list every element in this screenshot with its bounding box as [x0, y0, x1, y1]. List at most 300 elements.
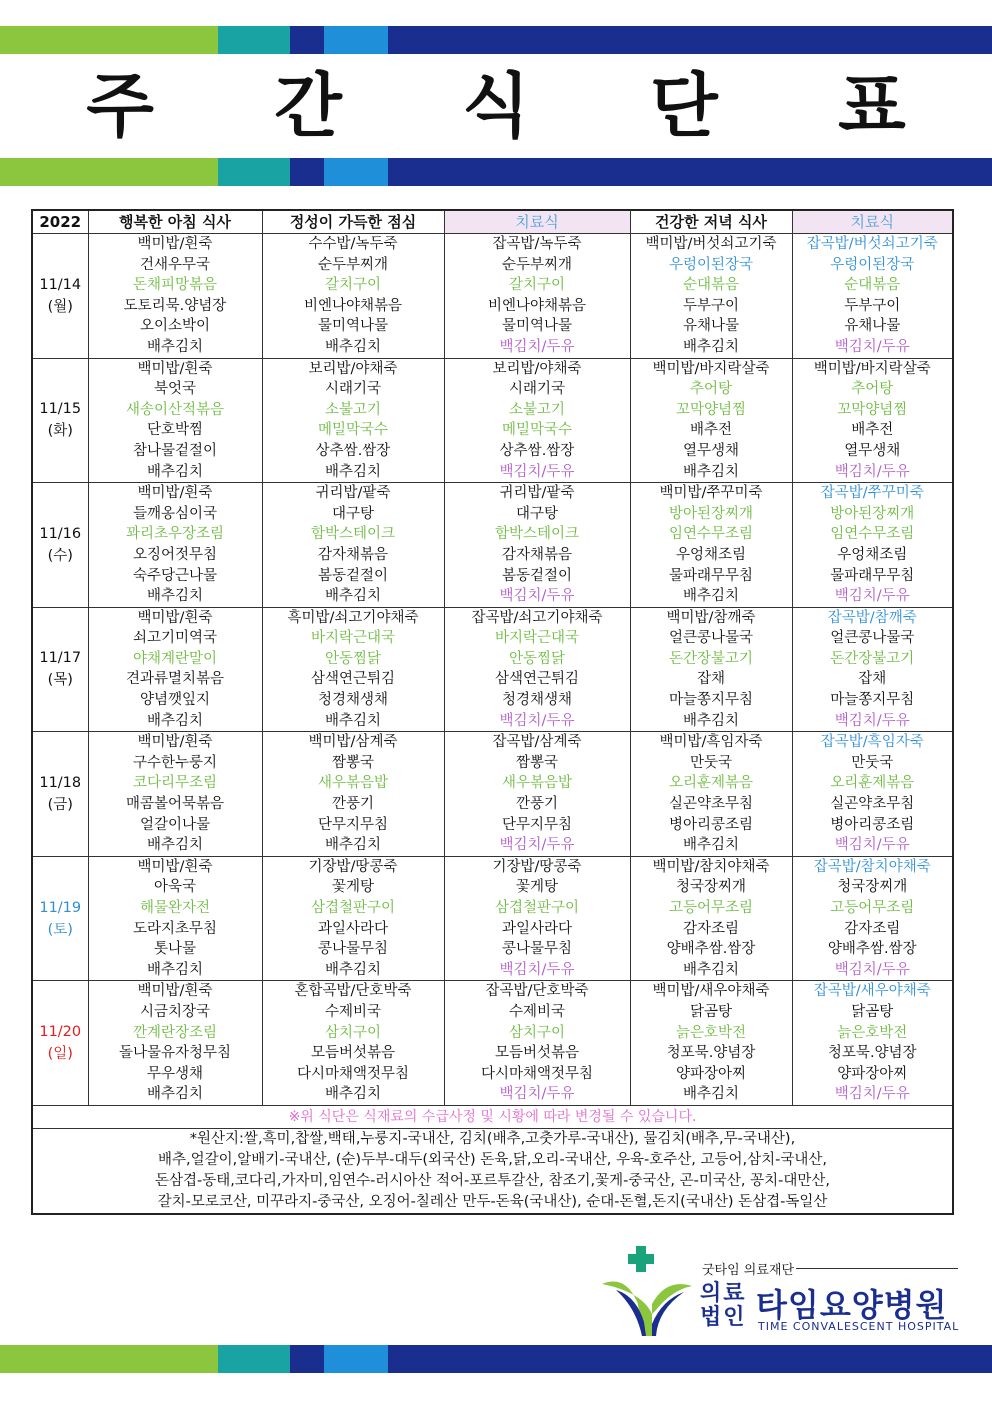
page-title: 주 간 식 단 표: [86, 65, 954, 147]
date-cell: [32, 607, 88, 732]
meal-cell: [792, 732, 953, 857]
menu-item: 꼬막양념찜: [837, 401, 908, 418]
menu-item: 다시마채액젓무침: [296, 1065, 410, 1082]
menu-item: 배추김치: [324, 1086, 382, 1103]
menu-item: 아욱국: [153, 879, 197, 896]
menu-item: 혼합곡밥/단호박죽: [294, 983, 412, 1000]
menu-item: 고등어무조림: [830, 900, 915, 916]
day-row: [32, 732, 953, 857]
day-row: [32, 856, 953, 981]
menu-item: 감자조림: [682, 920, 740, 937]
menu-item: 배추김치: [324, 961, 382, 978]
menu-item: 잡곡밥/단호박죽: [485, 983, 589, 1000]
menu-item: 잡곡밥/삼계죽: [492, 734, 582, 751]
hospital-logo: [596, 1244, 966, 1339]
meal-cell: [262, 732, 444, 857]
menu-item: 단무지무침: [501, 816, 573, 833]
header-row: [32, 210, 953, 234]
menu-item: 추어탕: [851, 381, 894, 398]
meal-cell: [444, 607, 630, 732]
menu-item: 꽃게탕: [515, 879, 559, 896]
meal-cell: [792, 607, 953, 732]
foundation-name: 굿타임 의료재단: [702, 1263, 795, 1278]
meal-cell: [88, 483, 262, 608]
menu-item: 잡곡밥/참깨죽: [827, 609, 917, 626]
menu-item: 무우생채: [146, 1065, 204, 1082]
menu-item: 배추김치: [146, 837, 204, 854]
menu-item: 갈치구이: [508, 277, 566, 294]
menu-item: 백김치/두유: [499, 1086, 575, 1103]
header-breakfast: 행복한 아침 식사: [88, 210, 262, 234]
menu-item: 순두부찌개: [501, 256, 573, 273]
bottom-color-band: [0, 1345, 992, 1373]
menu-item: 백김치/두유: [499, 837, 575, 854]
weekly-menu-table: [31, 209, 954, 1215]
menu-item: 순두부찌개: [317, 256, 389, 273]
date-cell: [32, 234, 88, 359]
menu-item: 청국장찌개: [675, 879, 747, 896]
day-row: [32, 483, 953, 608]
menu-item: 다시마채액젓무침: [480, 1065, 594, 1082]
menu-item: 새송이산적볶음: [125, 401, 225, 418]
date-label: 11/19: [39, 899, 82, 916]
menu-item: 모듬버섯볶음: [310, 1045, 396, 1062]
menu-item: 짬뽕국: [515, 754, 559, 771]
menu-item: 소불고기: [508, 401, 566, 418]
menu-item: 오리훈제볶음: [668, 775, 754, 792]
origin-info: [32, 1128, 953, 1214]
menu-item: 메밀막국수: [501, 422, 573, 439]
menu-item: 양념깻잎지: [139, 692, 211, 709]
notice-text: ※위 식단은 식재료의 수급사정 및 시황에 따라 변경될 수 있습니다.: [32, 1105, 953, 1128]
origin-line: 돈삼겹-동태,코다리,가자미,임연수-러시아산 적어-포르투갈산, 참조기,꽃게-중국산, 곤-미국산, 꽁치-대만산,: [155, 1172, 830, 1189]
meal-cell: [88, 234, 262, 359]
menu-item: 꼬막양념찜: [675, 401, 747, 418]
menu-item: 깐풍기: [331, 796, 375, 813]
menu-item: 배추김치: [146, 961, 204, 978]
header-dinner: 건강한 저녁 식사: [630, 210, 792, 234]
menu-item: 닭곰탕: [851, 1003, 894, 1020]
middle-color-band: [0, 158, 992, 186]
hospital-name: 타임요양병원: [756, 1286, 948, 1324]
meal-cell: [262, 234, 444, 359]
menu-item: 북엇국: [153, 381, 197, 398]
menu-item: 백미밥/흰죽: [137, 983, 213, 1000]
menu-item: 시래기국: [508, 381, 566, 398]
origin-line: *원산지:쌀,흑미,찹쌀,백태,누룽지-국내산, 김치(배추,고춧가루-국내산), 물김치(배추,무-국내산),: [189, 1130, 796, 1147]
menu-item: 실곤약초무침: [830, 796, 915, 813]
logo-divider: [796, 1268, 958, 1269]
menu-item: 임연수무조림: [668, 526, 754, 543]
menu-item: 코다리무조림: [132, 775, 218, 792]
menu-item: 수수밥/녹두죽: [308, 236, 398, 252]
menu-item: 백미밥/참치야채죽: [652, 858, 770, 875]
menu-item: 백김치/두유: [834, 837, 910, 854]
meal-cell: [88, 732, 262, 857]
menu-item: 도라지초무침: [132, 920, 218, 937]
header-lunch-therapeutic: 치료식: [444, 210, 630, 234]
menu-item: 새우볶음밥: [317, 775, 389, 792]
date-cell: [32, 358, 88, 483]
date-cell: [32, 981, 88, 1106]
menu-item: 얼갈이나물: [139, 816, 211, 833]
meal-cell: [792, 358, 953, 483]
menu-item: 백미밥/삼계죽: [308, 734, 398, 751]
menu-item: 잡곡밥/녹두죽: [492, 236, 582, 252]
meal-cell: [630, 856, 792, 981]
menu-item: 보리밥/야채죽: [492, 360, 582, 377]
menu-item: 양배추쌈.쌈장: [666, 941, 756, 958]
menu-item: 양파장아찌: [675, 1065, 747, 1082]
notice-row: [32, 1105, 953, 1128]
menu-item: 삼치구이: [508, 1024, 566, 1041]
menu-item: 두부구이: [844, 297, 901, 314]
menu-item: 청포묵.양념장: [666, 1045, 756, 1062]
menu-item: 방아된장찌개: [668, 505, 754, 522]
menu-item: 바지락근대국: [310, 630, 396, 647]
meal-cell: [792, 856, 953, 981]
menu-item: 만둣국: [851, 754, 894, 771]
menu-item: 얼큰콩나물국: [830, 630, 915, 647]
menu-item: 삼색연근튀김: [494, 671, 580, 688]
origin-line: 갈치-모로코산, 미꾸라지-중국산, 오징어-칠레산 만두-돈육(국내산), 순대-돈혈,돈지(국내산) 돈삼겹-독일산: [157, 1193, 828, 1210]
meal-cell: [630, 607, 792, 732]
menu-item: 백미밥/흰죽: [137, 734, 213, 751]
corp-label-line: 법인: [700, 1305, 747, 1330]
day-row: [32, 358, 953, 483]
menu-item: 배추김치: [146, 338, 204, 355]
menu-item: 물파래무무침: [830, 567, 915, 584]
meal-cell: [88, 856, 262, 981]
menu-item: 병아리콩조림: [830, 816, 915, 833]
meal-cell: [444, 981, 630, 1106]
meal-cell: [262, 607, 444, 732]
menu-item: 배추김치: [146, 712, 204, 729]
meal-cell: [630, 358, 792, 483]
weekday-label: (토): [47, 921, 73, 938]
menu-item: 백미밥/흰죽: [137, 485, 213, 502]
date-label: 11/14: [39, 276, 82, 293]
menu-item: 백미밥/바지락살죽: [652, 360, 770, 377]
menu-item: 순대볶음: [682, 277, 740, 294]
menu-item: 우렁이된장국: [668, 256, 754, 273]
menu-item: 잡곡밥/버섯쇠고기죽: [806, 236, 938, 252]
date-cell: [32, 732, 88, 857]
menu-item: 배추전: [851, 422, 894, 439]
menu-item: 청경채생채: [501, 692, 573, 709]
menu-item: 배추김치: [324, 463, 382, 480]
menu-item: 단호박찜: [146, 422, 204, 439]
menu-item: 구수한누룽지: [132, 754, 218, 771]
menu-item: 실곤약초무침: [668, 796, 754, 813]
menu-item: 오리훈제볶음: [830, 775, 915, 792]
menu-item: 비엔나야채볶음: [487, 297, 587, 314]
menu-item: 안동찜닭: [324, 650, 382, 667]
menu-item: 배추김치: [682, 338, 740, 355]
menu-item: 돈채피망볶음: [132, 277, 218, 294]
day-row: [32, 234, 953, 359]
top-color-band: [0, 26, 992, 54]
menu-item: 잡곡밥/흑임자죽: [820, 734, 924, 751]
menu-item: 과일사라다: [317, 920, 389, 937]
menu-item: 삼겹철판구이: [310, 900, 396, 916]
menu-item: 감자채볶음: [317, 546, 389, 563]
meal-cell: [630, 234, 792, 359]
menu-item: 백미밥/흰죽: [137, 858, 213, 875]
origin-row: [32, 1128, 953, 1214]
menu-item: 열무생채: [844, 442, 901, 459]
menu-item: 백김치/두유: [499, 338, 575, 355]
menu-item: 마늘쫑지무침: [830, 692, 915, 709]
menu-item: 함박스테이크: [494, 526, 580, 543]
menu-item: 백미밥/흰죽: [137, 609, 213, 626]
menu-item: 만둣국: [689, 754, 733, 771]
menu-item: 돌나물유자청무침: [118, 1045, 232, 1062]
header-dinner-therapeutic: 치료식: [792, 210, 953, 234]
day-row: [32, 607, 953, 732]
menu-item: 방아된장찌개: [830, 505, 915, 522]
menu-item: 잡곡밥/참치야채죽: [813, 858, 931, 875]
menu-item: 늙은호박전: [837, 1024, 908, 1041]
menu-item: 양파장아찌: [837, 1065, 908, 1082]
menu-item: 돈간장불고기: [830, 650, 915, 667]
weekday-label: (일): [47, 1046, 73, 1063]
menu-item: 꽃게탕: [331, 879, 375, 896]
menu-item: 잡곡밥/쭈꾸미죽: [820, 485, 924, 502]
date-label: 11/20: [39, 1024, 82, 1041]
menu-item: 배추김치: [682, 1086, 740, 1103]
menu-item: 배추김치: [324, 712, 382, 729]
meal-cell: [444, 483, 630, 608]
corp-label: [700, 1282, 754, 1330]
menu-item: 꽈리초우장조림: [125, 526, 225, 543]
menu-item: 물미역나물: [317, 318, 389, 335]
menu-item: 백김치/두유: [834, 588, 910, 605]
menu-item: 백미밥/새우야채죽: [652, 983, 770, 1000]
menu-item: 백미밥/흰죽: [137, 360, 213, 377]
menu-item: 열무생채: [682, 442, 740, 459]
menu-item: 배추김치: [324, 837, 382, 854]
menu-item: 배추김치: [146, 588, 204, 605]
menu-item: 흑미밥/쇠고기야채죽: [287, 609, 419, 626]
meal-cell: [262, 981, 444, 1106]
menu-item: 백미밥/흑임자죽: [659, 734, 763, 751]
menu-item: 잡곡밥/쇠고기야채죽: [471, 609, 603, 626]
weekday-label: (목): [47, 672, 73, 689]
menu-item: 배추김치: [682, 712, 740, 729]
header-year: 2022: [32, 210, 88, 234]
menu-item: 청경채생채: [317, 692, 389, 709]
menu-item: 기장밥/땅콩죽: [492, 858, 582, 875]
menu-item: 수제비국: [324, 1003, 382, 1020]
menu-item: 상추쌈.쌈장: [315, 442, 391, 459]
menu-item: 보리밥/야채죽: [308, 360, 398, 377]
menu-item: 백미밥/버섯쇠고기죽: [645, 236, 777, 252]
menu-item: 견과류멸치볶음: [125, 671, 225, 688]
menu-item: 유채나물: [844, 318, 901, 335]
menu-item: 임연수무조림: [830, 526, 915, 543]
weekday-label: (화): [47, 423, 73, 440]
menu-item: 삼색연근튀김: [310, 671, 396, 688]
menu-item: 잡채: [858, 671, 887, 688]
menu-item: 감자채볶음: [501, 546, 573, 563]
menu-item: 우엉채조림: [837, 546, 908, 563]
menu-item: 비엔나야채볶음: [303, 297, 403, 314]
menu-item: 병아리콩조림: [668, 816, 754, 833]
menu-item: 오이소박이: [139, 318, 211, 335]
menu-item: 배추김치: [682, 837, 740, 854]
menu-item: 백김치/두유: [499, 588, 575, 605]
meal-cell: [262, 358, 444, 483]
meal-cell: [444, 358, 630, 483]
menu-item: 우엉채조림: [675, 546, 747, 563]
menu-item: 콩나물무침: [501, 941, 573, 958]
menu-item: 배추김치: [146, 463, 204, 480]
menu-item: 배추김치: [324, 338, 382, 355]
menu-item: 쇠고기미역국: [132, 630, 218, 647]
hospital-english-name: TIME CONVALESCENT HOSPITAL: [758, 1320, 960, 1333]
menu-item: 백김치/두유: [499, 712, 575, 729]
menu-item: 배추김치: [146, 1086, 204, 1103]
menu-item: 소불고기: [324, 401, 382, 418]
menu-item: 시금치장국: [139, 1003, 211, 1020]
menu-item: 늙은호박전: [675, 1024, 747, 1041]
day-row: [32, 981, 953, 1106]
meal-cell: [792, 981, 953, 1106]
menu-item: 배추전: [689, 422, 733, 439]
menu-item: 모듬버섯볶음: [494, 1045, 580, 1062]
date-cell: [32, 483, 88, 608]
header-lunch: 정성이 가득한 점심: [262, 210, 444, 234]
menu-item: 상추쌈.쌈장: [499, 442, 575, 459]
meal-cell: [630, 732, 792, 857]
menu-item: 청국장찌개: [837, 879, 908, 896]
menu-item: 백김치/두유: [499, 463, 575, 480]
weekday-label: (금): [47, 797, 73, 814]
menu-item: 메밀막국수: [317, 422, 389, 439]
menu-item: 안동찜닭: [508, 650, 566, 667]
meal-cell: [88, 607, 262, 732]
menu-item: 유채나물: [682, 318, 740, 335]
menu-item: 물파래무무침: [668, 567, 754, 584]
meal-cell: [88, 981, 262, 1106]
menu-item: 양배추쌈.쌈장: [827, 941, 917, 958]
menu-item: 봄동겉절이: [501, 567, 573, 584]
menu-item: 오징어젓무침: [132, 546, 218, 563]
meal-cell: [444, 732, 630, 857]
menu-item: 배추김치: [682, 588, 740, 605]
menu-item: 백김치/두유: [834, 463, 910, 480]
menu-item: 감자조림: [844, 920, 901, 937]
menu-item: 백미밥/쭈꾸미죽: [659, 485, 763, 502]
meal-cell: [444, 234, 630, 359]
menu-item: 고등어무조림: [668, 900, 754, 916]
date-label: 11/18: [39, 775, 82, 792]
menu-item: 잡채: [696, 671, 725, 688]
menu-item: 백김치/두유: [834, 338, 910, 355]
menu-item: 귀리밥/팥죽: [499, 485, 575, 502]
menu-item: 해물완자전: [139, 900, 211, 916]
weekday-label: (월): [47, 298, 73, 315]
menu-item: 숙주당근나물: [132, 567, 218, 584]
menu-item: 백미밥/바지락살죽: [813, 360, 931, 377]
menu-item: 시래기국: [324, 381, 382, 398]
menu-item: 백미밥/참깨죽: [666, 609, 756, 626]
menu-item: 콩나물무침: [317, 941, 389, 958]
meal-cell: [262, 483, 444, 608]
logo-emblem-icon: [596, 1244, 696, 1339]
menu-item: 백김치/두유: [834, 712, 910, 729]
menu-item: 톳나물: [153, 941, 197, 958]
menu-item: 귀리밥/팥죽: [315, 485, 391, 502]
meal-cell: [792, 483, 953, 608]
menu-item: 단무지무침: [317, 816, 389, 833]
menu-item: 야채계란말이: [132, 650, 218, 667]
menu-item: 건새우무국: [139, 256, 211, 273]
menu-item: 도토리묵.양념장: [123, 297, 227, 314]
date-label: 11/17: [39, 650, 82, 667]
menu-item: 대구탕: [331, 505, 375, 522]
menu-item: 매콤볼어묵볶음: [125, 796, 225, 813]
origin-line: 배추,얼갈이,알배기-국내산, (순)두부-대두(외국산) 돈육,닭,오리-국내산, 우육-호주산, 고등어,삼치-국내산,: [158, 1151, 827, 1168]
menu-item: 백미밥/흰죽: [137, 236, 213, 252]
meal-cell: [88, 358, 262, 483]
menu-item: 참나물겉절이: [132, 442, 218, 459]
menu-item: 들깨옹심이국: [132, 505, 218, 522]
date-label: 11/15: [39, 401, 82, 418]
menu-item: 삼겹철판구이: [494, 900, 580, 916]
menu-item: 대구탕: [515, 505, 559, 522]
menu-item: 바지락근대국: [494, 630, 580, 647]
menu-item: 수제비국: [508, 1003, 566, 1020]
meal-cell: [630, 483, 792, 608]
menu-item: 추어탕: [689, 381, 733, 398]
weekday-label: (수): [47, 547, 73, 564]
menu-item: 청포묵.양념장: [827, 1045, 917, 1062]
menu-item: 깐계란장조림: [132, 1024, 218, 1041]
menu-item: 배추김치: [324, 588, 382, 605]
menu-item: 잡곡밥/새우야채죽: [813, 983, 931, 1000]
meal-cell: [792, 234, 953, 359]
menu-item: 갈치구이: [324, 277, 382, 294]
menu-item: 짬뽕국: [331, 754, 375, 771]
menu-item: 백김치/두유: [499, 961, 575, 978]
menu-item: 배추김치: [682, 463, 740, 480]
date-label: 11/16: [39, 525, 82, 542]
menu-item: 두부구이: [682, 297, 740, 314]
menu-item: 삼치구이: [324, 1024, 382, 1041]
meal-cell: [630, 981, 792, 1106]
menu-item: 백김치/두유: [834, 1086, 910, 1103]
menu-item: 얼큰콩나물국: [668, 630, 754, 647]
date-cell: [32, 856, 88, 981]
menu-item: 닭곰탕: [689, 1003, 733, 1020]
menu-item: 기장밥/땅콩죽: [308, 858, 398, 875]
corp-label-line: 의료: [700, 1281, 747, 1306]
menu-item: 새우볶음밥: [501, 775, 573, 792]
menu-item: 함박스테이크: [310, 526, 396, 543]
menu-item: 배추김치: [682, 961, 740, 978]
menu-item: 깐풍기: [515, 796, 559, 813]
menu-item: 봄동겉절이: [317, 567, 389, 584]
meal-cell: [262, 856, 444, 981]
menu-item: 순대볶음: [844, 277, 901, 294]
menu-item: 물미역나물: [501, 318, 573, 335]
menu-item: 백김치/두유: [834, 961, 910, 978]
menu-item: 마늘쫑지무침: [668, 692, 754, 709]
meal-cell: [444, 856, 630, 981]
menu-item: 우렁이된장국: [830, 256, 915, 273]
